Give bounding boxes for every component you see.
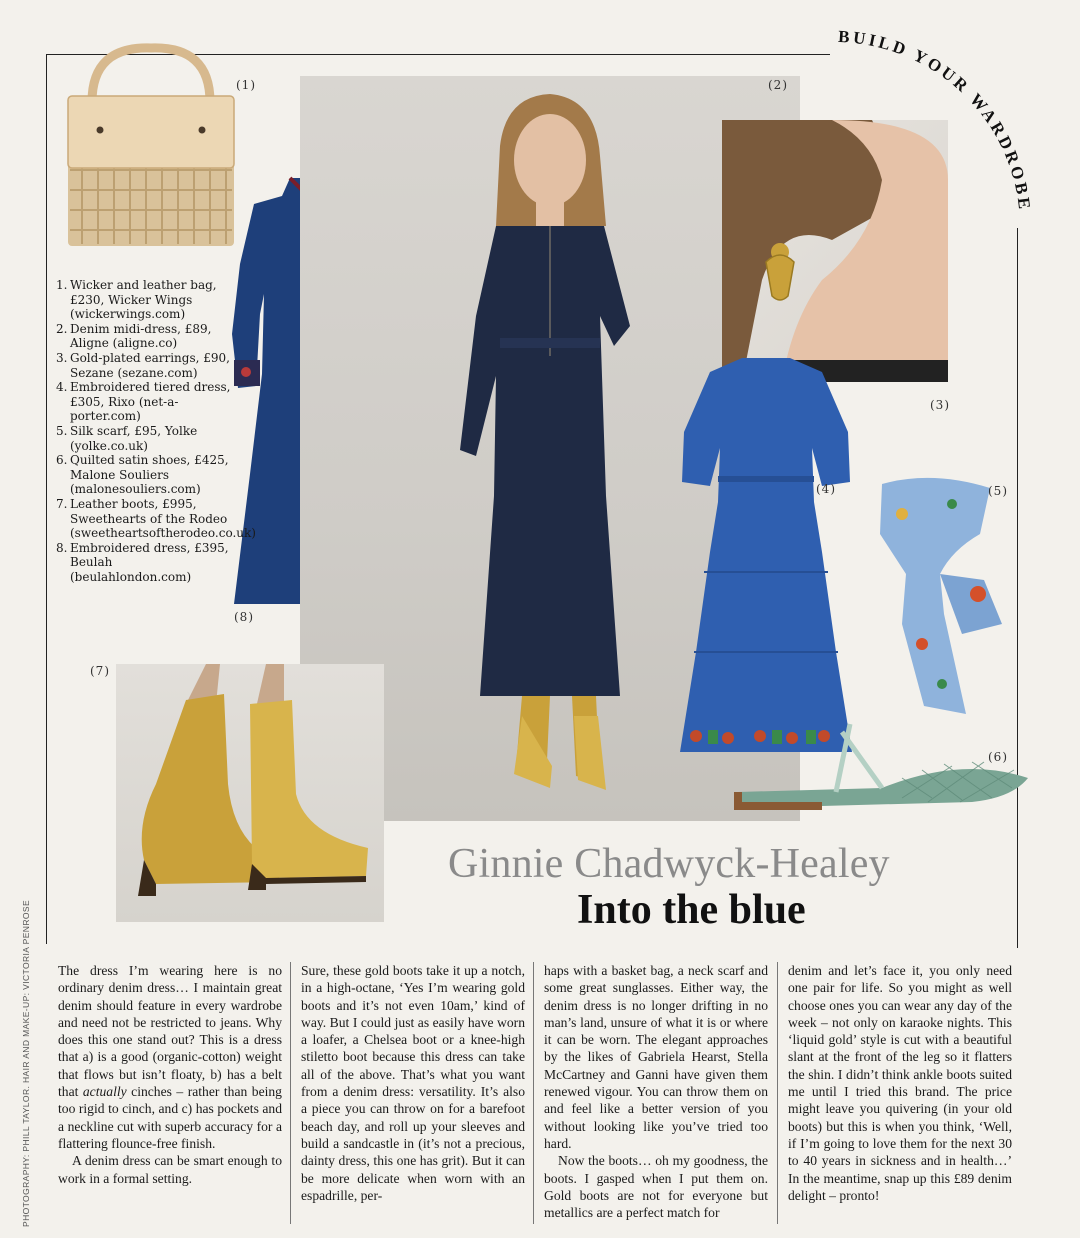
item-number-5: (5)	[988, 484, 1008, 498]
column-divider	[777, 962, 778, 1224]
item-number-7: (7)	[90, 664, 110, 678]
body-column-4	[788, 962, 1012, 1204]
caption-item: 6. Quilted satin shoes, £425, Malone Souliers (malonesouliers.com)	[56, 453, 229, 497]
gold-ankle-boots-figure	[116, 664, 384, 922]
earring-photo	[722, 120, 948, 382]
paragraph: haps with a basket bag, a neck scarf and some great sunglasses. Either way, the denim dress is no longer drifting in no man’s land, unsure of what it is or where it can be worn. The elegant approaches by the likes of Gabriela Hearst, Stella McCartney and Ganni have given them renewed vigour. You can throw them on and feel like a better version of you without looking like you’ve tried too hard.	[544, 963, 768, 1151]
wicker-bag-image	[62, 40, 240, 250]
body-column-1	[58, 962, 282, 1187]
paragraph: A denim dress can be smart enough to work in a formal setting.	[58, 1153, 282, 1186]
frame-left-rule	[46, 54, 47, 944]
article-headline: Into the blue	[577, 887, 806, 933]
item-number-3: (3)	[930, 398, 950, 412]
caption-item: 2. Denim midi-dress, £89, Aligne (aligne.co)	[56, 321, 212, 351]
caption-item: 1. Wicker and leather bag, £230, Wicker Wings (wickerwings.com)	[56, 278, 217, 322]
item-number-4: (4)	[816, 482, 836, 496]
column-divider	[533, 962, 534, 1224]
gold-boots-photo	[116, 664, 384, 922]
body-column-3	[544, 962, 768, 1221]
caption-item: 3. Gold-plated earrings, £90, Sezane (sezane.com)	[56, 350, 230, 380]
body-column-2	[301, 962, 525, 1204]
item-number-6: (6)	[988, 750, 1008, 764]
item-number-8: (8)	[234, 610, 254, 624]
section-header-text: BUILD YOUR WARDROBE	[837, 30, 1035, 214]
woman-profile-with-gold-earring	[722, 120, 948, 382]
paragraph: Sure, these gold boots take it up a notch, in a high-octane, ‘Yes I’m wearing gold boots and it’s not even 10am,’ kind of way. But I could just as easily have worn a loafer, a Chelsea boot or a knee-high stiletto boot because this dress can take all of the above. That’s what you want from a denim dress: versatility. It’s also a piece you can throw on for a barefoot beach day, and roll up your sleeves and build a sandcastle in (it’s not a precious, dainty dress, this one has grit). But it can be more delicate when worn with an espadrille, per-	[301, 963, 525, 1203]
paragraph: The dress I’m wearing here is no ordinary denim dress… I maintain great denim should feature in every wardrobe and need not be restricted to jeans. Why does this one stand out? This is a dress that a) is a good (organic-cotton) weight that flows but isn’t floaty, b) has a belt that actually cinches – rather than being too rigid to cinch, and c) has pockets and a neckline cut with superb accuracy for a flattering flounce-free finish.	[58, 963, 282, 1151]
quilted-satin-shoe-image	[732, 716, 1036, 814]
column-divider	[290, 962, 291, 1224]
item-captions	[56, 278, 256, 584]
caption-item: 7. Leather boots, £995, Sweethearts of the Rodeo (sweetheartsoftherodeo.co.uk)	[56, 496, 256, 541]
paragraph: Now the boots… oh my goodness, the boots. I gasped when I put them on. Gold boots are not for everyone but metallics are a perfect match for	[544, 1153, 768, 1221]
paragraph: denim and let’s face it, you only need one pair for life. So you might as well choose ones you can wear any day of the week – not only on karaoke nights. This ‘liquid gold’ style is cut with a beautiful slant at the front of the leg so it flatters the shin. I didn’t think ankle boots suited me until I tried this brand. The price might leave you quivering (in your old boots) but this is when you think, ‘Well, if I’m going to love them for the next 30 to 40 years in sickness and in health…’ In the meantime, snap up this £89 denim delight – pronto!	[788, 963, 1012, 1203]
tiered-denim-dress-image	[672, 352, 860, 764]
photo-credit-text: PHOTOGRAPHY: PHILL TAYLOR. HAIR AND MAKE-UP: VICTORIA PENROSE	[21, 899, 31, 1227]
author-byline: Ginnie Chadwyck-Healey	[448, 841, 890, 887]
photo-credit	[14, 899, 31, 1230]
caption-item: 5. Silk scarf, £95, Yolke (yolke.co.uk)	[56, 423, 198, 453]
silk-scarf-image	[862, 474, 1010, 720]
caption-item: 4. Embroidered tiered dress, £305, Rixo (net-a-porter.com)	[56, 380, 231, 424]
item-number-2: (2)	[768, 78, 788, 92]
item-number-1: (1)	[236, 78, 256, 92]
caption-item: 8. Embroidered dress, £395, Beulah (beulahlondon.com)	[56, 540, 229, 584]
frame-right-rule	[1017, 228, 1018, 948]
